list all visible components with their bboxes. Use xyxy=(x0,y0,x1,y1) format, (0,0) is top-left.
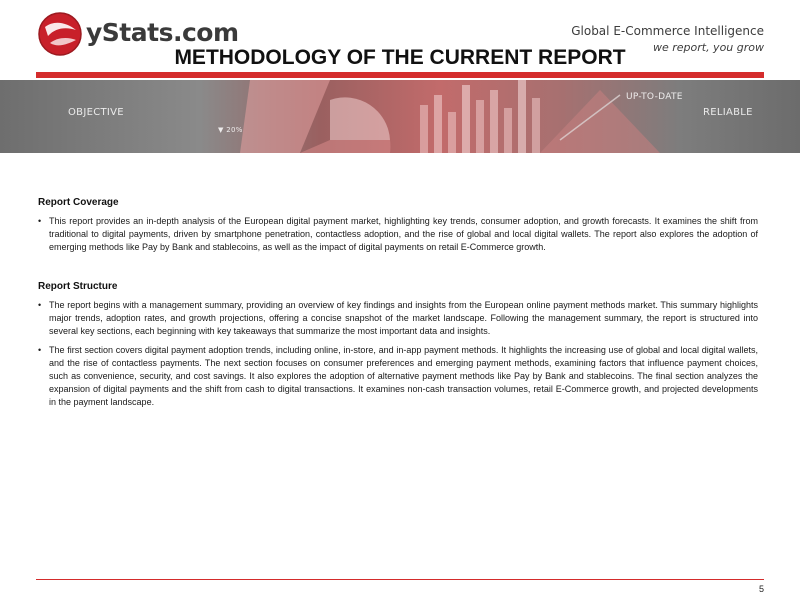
section-heading-coverage: Report Coverage xyxy=(38,197,119,208)
header-banner-image xyxy=(0,80,800,153)
bullet-dot-icon: • xyxy=(38,345,42,355)
page-number: 5 xyxy=(758,584,764,594)
bullet-dot-icon: • xyxy=(38,300,42,310)
section-heading-structure: Report Structure xyxy=(38,281,118,292)
tagline-sub: we report, you grow xyxy=(652,41,764,54)
banner-label-uptodate: UP-TO-DATE xyxy=(626,92,683,102)
structure-bullet-list xyxy=(38,299,758,415)
bullet-text: The first section covers digital payment adoption trends, including online, in-store, and in-app payment methods. It highlights the increasing use of global and local digital wallets, and the rise of contactless payments. The next section focuses on consumer preferences and emerging payment methods, examining factors that influence payment choices, such as convenience, security, and cost savings. It also explores the adoption of alternative payment methods like Pay by Bank and stablecoins. The final section analyzes the expansion of digital payments and the shift from cash to digital transactions. It examines non-cash transaction volumes, retail E-Commerce growth, and projected developments in the payment landscape. xyxy=(49,345,758,407)
header-divider xyxy=(36,72,764,78)
coverage-bullet-list xyxy=(38,215,758,260)
list-item xyxy=(38,344,758,409)
banner-label-percent: ▼ 20% xyxy=(218,126,243,134)
bullet-dot-icon: • xyxy=(38,216,42,226)
banner-label-objective: OBJECTIVE xyxy=(68,107,124,118)
banner-label-reliable: RELIABLE xyxy=(703,107,753,118)
logo-text: yStats.com xyxy=(86,18,239,47)
tagline-main: Global E-Commerce Intelligence xyxy=(571,24,764,38)
page-title: METHODOLOGY OF THE CURRENT REPORT xyxy=(174,46,626,69)
list-item xyxy=(38,215,758,254)
bullet-text: The report begins with a management summary, providing an overview of key findings and insights from the European online payment methods market. This summary highlights major trends, adoption rates, and growth projections, offering a concise snapshot of the market landscape. Following the management summary, the report is structured into several key sections, each beginning with key takeaways that summarize the most important data and insights. xyxy=(49,300,758,336)
footer-divider xyxy=(36,579,764,580)
list-item xyxy=(38,299,758,338)
bullet-text: This report provides an in-depth analysis of the European digital payment market, highlighting key trends, consumer adoption, and growth forecasts. It examines the shift from traditional to digital payments, driven by smartphone penetration, contactless adoption, and the rise of global and local digital wallets. The report also explores the adoption of emerging methods like Pay by Bank and stablecoins, as well as the impact of digital payments on retail E-Commerce growth. xyxy=(49,216,758,252)
